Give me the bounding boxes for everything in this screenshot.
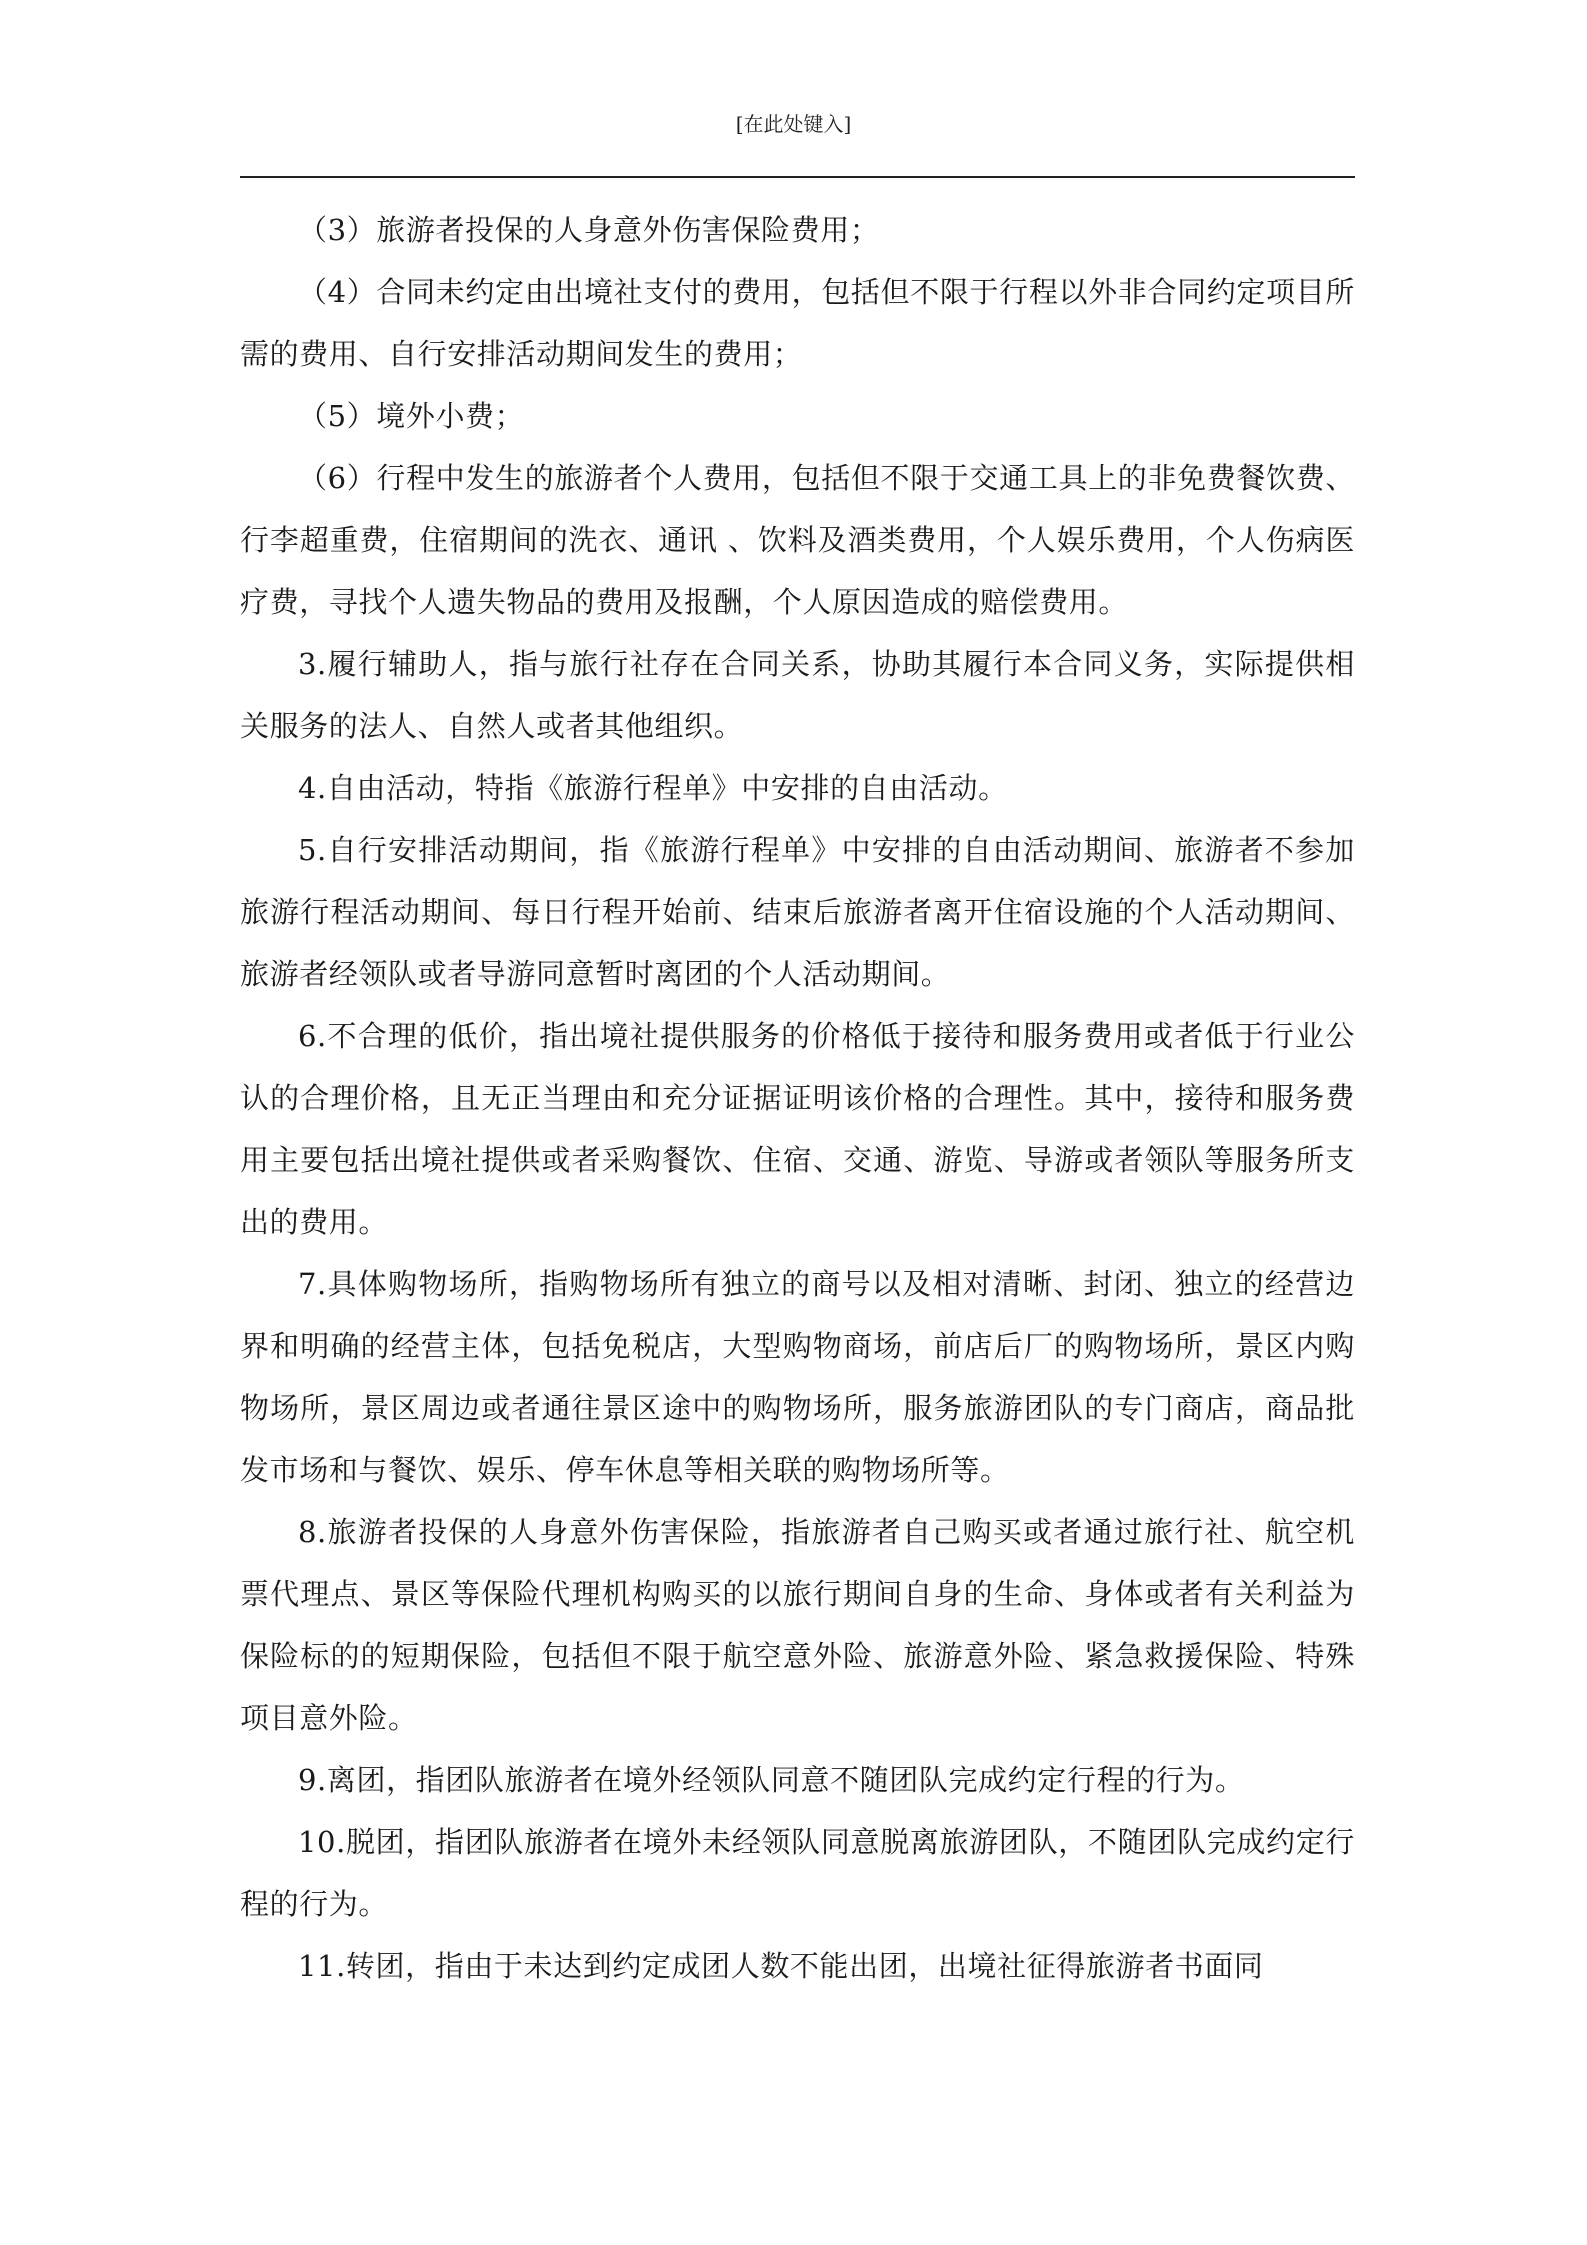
header-divider — [240, 176, 1355, 178]
paragraph-item-5: （5）境外小费； — [298, 399, 525, 433]
definition-9-leaving-group: 9.离团，指团队旅游者在境外经领队同意不随团队完成约定行程的行为。 — [298, 1763, 1245, 1797]
definition-10-breaking-away: 10.脱团，指团队旅游者在境外未经领队同意脱离旅游团队，不随团队完成约定行程的行为。 — [240, 1825, 1355, 1921]
page-header: [在此处键入] — [735, 112, 852, 136]
definition-5-self-arranged-period: 5.自行安排活动期间，指《旅游行程单》中安排的自由活动期间、旅游者不参加旅游行程活动期间、每日行程开始前、结束后旅游者离开住宿设施的个人活动期间、旅游者经领队或者导游同意暂时离团的个人活动期间。 — [240, 833, 1355, 991]
definition-3-performance-assistant: 3.履行辅助人，指与旅行社存在合同关系，协助其履行本合同义务，实际提供相关服务的法人、自然人或者其他组织。 — [240, 647, 1355, 743]
definition-6-unreasonable-low-price: 6.不合理的低价，指出境社提供服务的价格低于接待和服务费用或者低于行业公认的合理价格，且无正当理由和充分证据证明该价格的合理性。其中，接待和服务费用主要包括出境社提供或者采购餐饮、住宿、交通、游览、导游或者领队等服务所支出的费用。 — [240, 1019, 1355, 1239]
document-body — [240, 199, 1355, 1997]
paragraph-item-4: （4）合同未约定由出境社支付的费用，包括但不限于行程以外非合同约定项目所需的费用、自行安排活动期间发生的费用； — [240, 275, 1355, 371]
paragraph-item-6: （6）行程中发生的旅游者个人费用，包括但不限于交通工具上的非免费餐饮费、行李超重费，住宿期间的洗衣、通讯 、饮料及酒类费用，个人娱乐费用，个人伤病医疗费，寻找个人遗失物品的费用及报酬，个人原因造成的赔偿费用。 — [240, 461, 1355, 619]
definition-11-group-transfer: 11.转团，指由于未达到约定成团人数不能出团，出境社征得旅游者书面同 — [298, 1949, 1264, 1983]
definition-4-free-activity: 4.自由活动，特指《旅游行程单》中安排的自由活动。 — [298, 771, 1008, 805]
definition-7-shopping-venue: 7.具体购物场所，指购物场所有独立的商号以及相对清晰、封闭、独立的经营边界和明确的经营主体，包括免税店，大型购物商场，前店后厂的购物场所，景区内购物场所，景区周边或者通往景区途中的购物场所，服务旅游团队的专门商店，商品批发市场和与餐饮、娱乐、停车休息等相关联的购物场所等。 — [240, 1267, 1355, 1487]
definition-8-accident-insurance: 8.旅游者投保的人身意外伤害保险，指旅游者自己购买或者通过旅行社、航空机票代理点、景区等保险代理机构购买的以旅行期间自身的生命、身体或者有关利益为保险标的的短期保险，包括但不限于航空意外险、旅游意外险、紧急救援保险、特殊项目意外险。 — [240, 1515, 1355, 1735]
paragraph-item-3: （3）旅游者投保的人身意外伤害保险费用； — [298, 213, 880, 247]
